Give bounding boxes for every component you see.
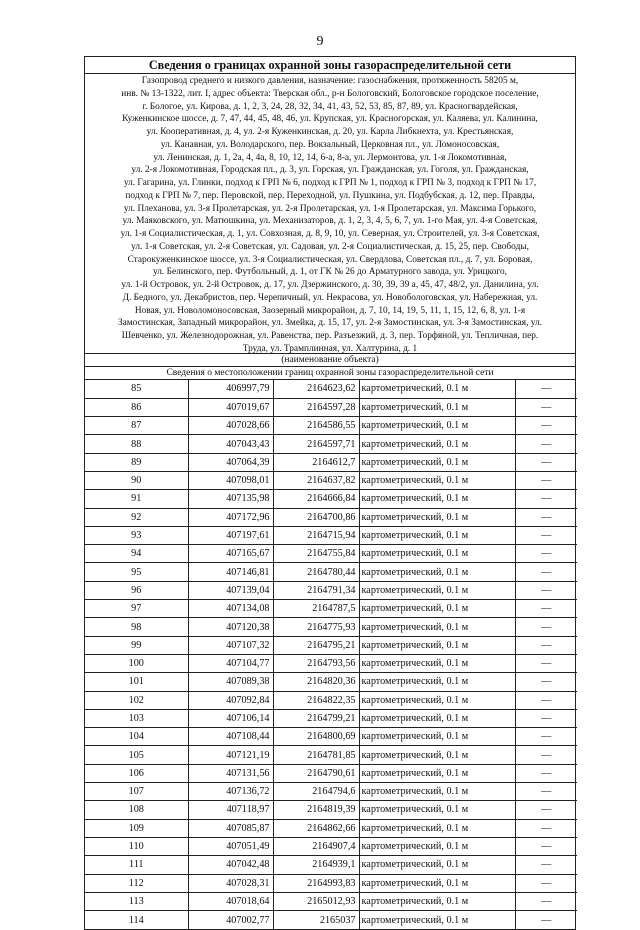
accuracy-dash-cell: — — [515, 636, 577, 654]
coord-y-cell: 2164993,83 — [273, 874, 359, 892]
coord-x-cell: 407018,64 — [188, 892, 273, 910]
coord-x-cell: 407092,84 — [188, 691, 273, 709]
coord-y-cell: 2164795,21 — [273, 636, 359, 654]
point-number-cell: 111 — [85, 856, 188, 874]
description-line: ул. 1-я Советская, ул. 2-я Советская, ул. Садовая, ул. 2-я Социалистическая, д. 15, 25, пер. Свободы, — [131, 241, 529, 252]
point-number-cell: 104 — [85, 728, 188, 746]
point-number-cell: 103 — [85, 709, 188, 727]
method-cell: картометрический, 0.1 м — [359, 764, 515, 782]
accuracy-dash-cell: — — [515, 874, 577, 892]
accuracy-dash-cell: — — [515, 398, 577, 416]
table-row — [85, 746, 577, 764]
coord-y-cell: 2164862,66 — [273, 819, 359, 837]
method-cell: картометрический, 0.1 м — [359, 581, 515, 599]
coord-y-cell: 2164793,56 — [273, 654, 359, 672]
description-line: Старокуженкинское шоссе, ул. 3-я Социалистическая, ул. Свердлова, Советская пл., д. 7, ул. Боровая, — [127, 254, 533, 265]
table-row — [85, 435, 577, 453]
accuracy-dash-cell: — — [515, 490, 577, 508]
description-line: инв. № 13-1322, лит. I, адрес объекта: Тверская обл., р-н Бологовский, Бологовское городское поселение, — [121, 88, 539, 99]
description-line: Куженкинское шоссе, д. 7, 47, 44, 45, 48, 46, ул. Крупская, ул. Красногорская, ул. Каляева, ул. Калинина, — [122, 114, 538, 125]
method-cell: картометрический, 0.1 м — [359, 508, 515, 526]
description-line: Новая, ул. Новоломоносовская, Заозерный микрорайон, д. 7, 10, 14, 19, 5, 11, 1, 15, 12, 6, 8, ул. 1-я — [134, 305, 526, 316]
table-row — [85, 618, 577, 636]
coord-y-cell: 2164907,4 — [273, 837, 359, 855]
table-row — [85, 600, 577, 618]
point-number-cell: 95 — [85, 563, 188, 581]
description-line: Шевченко, ул. Железнодорожная, ул. Равенства, пер. Разъезжий, д. 3, пер. Торфяной, ул. Тепличная, пер. — [121, 331, 539, 341]
accuracy-dash-cell: — — [515, 709, 577, 727]
coord-x-cell: 407019,67 — [188, 398, 273, 416]
description-line: Труда, ул. Трамплинная, ул. Халтурина, д. 1 — [242, 343, 418, 354]
coordinates-table — [85, 380, 577, 929]
coord-x-cell: 407098,01 — [188, 471, 273, 489]
coord-y-cell: 2164800,69 — [273, 728, 359, 746]
accuracy-dash-cell: — — [515, 471, 577, 489]
method-cell: картометрический, 0.1 м — [359, 709, 515, 727]
table-row — [85, 471, 577, 489]
coord-x-cell: 407165,67 — [188, 545, 273, 563]
description-line: ул. Маяковского, ул. Матюшкина, ул. Механизаторов, д. 1, 2, 3, 4, 5, 6, 7, ул. 1-го Мая, ул. 4-я Советская, — [122, 216, 538, 227]
description-line: ул. Ленинская, д. 1, 2а, 4, 4а, 8, 10, 12, 14, 6-а, 8-а, ул. Лермонтова, ул. 1-я Локомотивная, — [153, 152, 507, 163]
method-cell: картометрический, 0.1 м — [359, 691, 515, 709]
coord-x-cell: 407172,96 — [188, 508, 273, 526]
table-row — [85, 526, 577, 544]
point-number-cell: 114 — [85, 911, 188, 929]
method-cell: картометрический, 0.1 м — [359, 380, 515, 398]
accuracy-dash-cell: — — [515, 673, 577, 691]
table-row — [85, 819, 577, 837]
point-number-cell: 102 — [85, 691, 188, 709]
method-cell: картометрический, 0.1 м — [359, 600, 515, 618]
accuracy-dash-cell: — — [515, 380, 577, 398]
accuracy-dash-cell: — — [515, 819, 577, 837]
coord-x-cell: 407134,08 — [188, 600, 273, 618]
coord-x-cell: 407089,38 — [188, 673, 273, 691]
point-number-cell: 87 — [85, 417, 188, 435]
coord-x-cell: 407085,87 — [188, 819, 273, 837]
coord-y-cell: 2164819,39 — [273, 801, 359, 819]
coord-y-cell: 2165012,93 — [273, 892, 359, 910]
accuracy-dash-cell: — — [515, 508, 577, 526]
table-row — [85, 654, 577, 672]
method-cell: картометрический, 0.1 м — [359, 545, 515, 563]
point-number-cell: 89 — [85, 453, 188, 471]
coord-y-cell: 2164790,61 — [273, 764, 359, 782]
description-line: ул. 2-я Локомотивная, Городская пл., д. 3, ул. Горская, ул. Гражданская, ул. Гоголя, ул. Гражданская, — [131, 165, 529, 176]
table-row — [85, 728, 577, 746]
method-cell: картометрический, 0.1 м — [359, 654, 515, 672]
location-header: Сведения о местоположении границ охранной зоны газораспределительной сети — [85, 367, 575, 380]
table-row — [85, 856, 577, 874]
method-cell: картометрический, 0.1 м — [359, 911, 515, 929]
point-number-cell: 110 — [85, 837, 188, 855]
point-number-cell: 98 — [85, 618, 188, 636]
point-number-cell: 93 — [85, 526, 188, 544]
accuracy-dash-cell: — — [515, 783, 577, 801]
method-cell: картометрический, 0.1 м — [359, 526, 515, 544]
point-number-cell: 107 — [85, 783, 188, 801]
accuracy-dash-cell: — — [515, 746, 577, 764]
coord-y-cell: 2164700,86 — [273, 508, 359, 526]
coord-x-cell: 407146,81 — [188, 563, 273, 581]
method-cell: картометрический, 0.1 м — [359, 673, 515, 691]
description-line: ул. Гагарина, ул. Глинки, подход к ГРП № 6, подход к ГРП № 1, подход к ГРП № 3, подход к ГРП № 17, — [123, 178, 537, 188]
coord-x-cell: 407104,77 — [188, 654, 273, 672]
accuracy-dash-cell: — — [515, 618, 577, 636]
page-number: 9 — [316, 34, 324, 49]
coord-x-cell: 407028,66 — [188, 417, 273, 435]
point-number-cell: 106 — [85, 764, 188, 782]
coord-y-cell: 2164666,84 — [273, 490, 359, 508]
coord-x-cell: 407106,14 — [188, 709, 273, 727]
accuracy-dash-cell: — — [515, 545, 577, 563]
coord-y-cell: 2164939,1 — [273, 856, 359, 874]
method-cell: картометрический, 0.1 м — [359, 398, 515, 416]
table-row — [85, 874, 577, 892]
table-row — [85, 398, 577, 416]
coord-x-cell: 407042,48 — [188, 856, 273, 874]
table-row — [85, 636, 577, 654]
method-cell: картометрический, 0.1 м — [359, 856, 515, 874]
object-name-caption: (наименование объекта) — [85, 354, 575, 367]
table-row — [85, 673, 577, 691]
table-row — [85, 801, 577, 819]
coord-y-cell: 2164637,82 — [273, 471, 359, 489]
description-line: Замостинская, Западный микрорайон, ул. Змейка, д. 15, 17, ул. 2-я Замостинская, ул. 3-я Замостинская, ул. — [117, 318, 543, 329]
table-row — [85, 691, 577, 709]
point-number-cell: 88 — [85, 435, 188, 453]
coord-x-cell: 407002,77 — [188, 911, 273, 929]
method-cell: картометрический, 0.1 м — [359, 801, 515, 819]
description-line: ул. Кооперативная, д. 4, ул. 2-я Куженкинская, д. 20, ул. Карла Либкнехта, ул. Крестьянская, — [146, 127, 514, 137]
coord-y-cell: 2164597,71 — [273, 435, 359, 453]
coord-y-cell: 2164794,6 — [273, 783, 359, 801]
accuracy-dash-cell: — — [515, 764, 577, 782]
table-row — [85, 911, 577, 929]
accuracy-dash-cell: — — [515, 892, 577, 910]
accuracy-dash-cell: — — [515, 600, 577, 618]
method-cell: картометрический, 0.1 м — [359, 471, 515, 489]
point-number-cell: 92 — [85, 508, 188, 526]
point-number-cell: 97 — [85, 600, 188, 618]
coord-y-cell: 2164775,93 — [273, 618, 359, 636]
method-cell: картометрический, 0.1 м — [359, 453, 515, 471]
point-number-cell: 86 — [85, 398, 188, 416]
point-number-cell: 96 — [85, 581, 188, 599]
method-cell: картометрический, 0.1 м — [359, 746, 515, 764]
description-line: подход к ГРП № 7, пер. Перовской, пер. Переходной, ул. Пушкина, ул. Подбубская, д. 12, пер. Правды, — [125, 190, 535, 201]
point-number-cell: 91 — [85, 490, 188, 508]
point-number-cell: 112 — [85, 874, 188, 892]
coord-y-cell: 2164787,5 — [273, 600, 359, 618]
accuracy-dash-cell: — — [515, 837, 577, 855]
description-line: Д. Бедного, ул. Декабристов, пер. Черепичный, ул. Некрасова, ул. Новобологовская, ул. Набережная, ул. — [122, 292, 538, 303]
coord-x-cell: 407108,44 — [188, 728, 273, 746]
coord-x-cell: 407064,39 — [188, 453, 273, 471]
accuracy-dash-cell: — — [515, 453, 577, 471]
method-cell: картометрический, 0.1 м — [359, 490, 515, 508]
accuracy-dash-cell: — — [515, 654, 577, 672]
coord-x-cell: 407118,97 — [188, 801, 273, 819]
table-row — [85, 581, 577, 599]
table-row — [85, 380, 577, 398]
point-number-cell: 94 — [85, 545, 188, 563]
description-line: Газопровод среднего и низкого давления, назначение: газоснабжения, протяженность 58205 м, — [141, 76, 519, 86]
method-cell: картометрический, 0.1 м — [359, 618, 515, 636]
method-cell: картометрический, 0.1 м — [359, 417, 515, 435]
method-cell: картометрический, 0.1 м — [359, 728, 515, 746]
accuracy-dash-cell: — — [515, 526, 577, 544]
coord-x-cell: 407131,56 — [188, 764, 273, 782]
method-cell: картометрический, 0.1 м — [359, 435, 515, 453]
method-cell: картометрический, 0.1 м — [359, 837, 515, 855]
table-row — [85, 417, 577, 435]
coord-x-cell: 407197,61 — [188, 526, 273, 544]
table-row — [85, 563, 577, 581]
coord-y-cell: 2164799,21 — [273, 709, 359, 727]
point-number-cell: 105 — [85, 746, 188, 764]
table-row — [85, 490, 577, 508]
accuracy-dash-cell: — — [515, 856, 577, 874]
method-cell: картометрический, 0.1 м — [359, 563, 515, 581]
description-line: ул. 1-й Островок, ул. 2-й Островок, д. 17, ул. Дзержинского, д. 30, 39, 39 а, 45, 47, 48/2, ул. Данилина, ул. — [121, 280, 539, 290]
coord-x-cell: 407136,72 — [188, 783, 273, 801]
table-row — [85, 709, 577, 727]
point-number-cell: 85 — [85, 380, 188, 398]
coord-y-cell: 2164715,94 — [273, 526, 359, 544]
point-number-cell: 100 — [85, 654, 188, 672]
coord-y-cell: 2164822,35 — [273, 691, 359, 709]
coord-x-cell: 406997,79 — [188, 380, 273, 398]
object-description — [85, 74, 575, 354]
accuracy-dash-cell: — — [515, 435, 577, 453]
method-cell: картометрический, 0.1 м — [359, 783, 515, 801]
accuracy-dash-cell: — — [515, 581, 577, 599]
table-row — [85, 892, 577, 910]
point-number-cell: 113 — [85, 892, 188, 910]
coord-y-cell: 2164755,84 — [273, 545, 359, 563]
description-line: ул. Плеханова, ул. 3-я Пролетарская, ул. 2-я Пролетарская, ул. 1-я Пролетарская, ул. Максима Горького, — [123, 203, 537, 214]
method-cell: картометрический, 0.1 м — [359, 819, 515, 837]
accuracy-dash-cell: — — [515, 563, 577, 581]
table-row — [85, 764, 577, 782]
coord-x-cell: 407135,98 — [188, 490, 273, 508]
method-cell: картометрический, 0.1 м — [359, 892, 515, 910]
coord-y-cell: 2164623,62 — [273, 380, 359, 398]
coord-y-cell: 2164612,7 — [273, 453, 359, 471]
description-line: ул. 1-я Социалистическая, д. 1, ул. Совхозная, д. 8, 9, 10, ул. Северная, ул. Строителей, ул. 3-я Советская, — [120, 229, 540, 239]
accuracy-dash-cell: — — [515, 801, 577, 819]
point-number-cell: 109 — [85, 819, 188, 837]
coord-y-cell: 2164820,36 — [273, 673, 359, 691]
coord-x-cell: 407051,49 — [188, 837, 273, 855]
table-row — [85, 508, 577, 526]
coord-x-cell: 407107,32 — [188, 636, 273, 654]
accuracy-dash-cell: — — [515, 911, 577, 929]
coord-y-cell: 2164791,34 — [273, 581, 359, 599]
table-row — [85, 545, 577, 563]
table-row — [85, 783, 577, 801]
point-number-cell: 108 — [85, 801, 188, 819]
point-number-cell: 90 — [85, 471, 188, 489]
method-cell: картометрический, 0.1 м — [359, 874, 515, 892]
coord-x-cell: 407120,38 — [188, 618, 273, 636]
coord-x-cell: 407028,31 — [188, 874, 273, 892]
coord-x-cell: 407139,04 — [188, 581, 273, 599]
table-row — [85, 453, 577, 471]
coord-y-cell: 2165037 — [273, 911, 359, 929]
point-number-cell: 99 — [85, 636, 188, 654]
coord-y-cell: 2164780,44 — [273, 563, 359, 581]
point-number-cell: 101 — [85, 673, 188, 691]
accuracy-dash-cell: — — [515, 417, 577, 435]
coord-y-cell: 2164586,55 — [273, 417, 359, 435]
description-line: г. Бологое, ул. Кирова, д. 1, 2, 3, 24, 28, 32, 34, 41, 43, 52, 53, 85, 87, 89, ул. Красногвардейская, — [142, 101, 518, 112]
table-row — [85, 837, 577, 855]
coord-x-cell: 407121,19 — [188, 746, 273, 764]
accuracy-dash-cell: — — [515, 728, 577, 746]
description-line: ул. Канавная, ул. Володарского, пер. Вокзальный, Церковная пл., ул. Ломоносовская, — [160, 139, 500, 150]
method-cell: картометрический, 0.1 м — [359, 636, 515, 654]
coord-x-cell: 407043,43 — [188, 435, 273, 453]
document-frame — [84, 56, 576, 930]
coord-y-cell: 2164781,85 — [273, 746, 359, 764]
document-title: Сведения о границах охранной зоны газораспределительной сети — [85, 57, 575, 74]
coord-y-cell: 2164597,28 — [273, 398, 359, 416]
accuracy-dash-cell: — — [515, 691, 577, 709]
description-line: ул. Белинского, пер. Футбольный, д. 1, от ГК № 26 до Арматурного завода, ул. Урицкого, — [153, 267, 507, 278]
